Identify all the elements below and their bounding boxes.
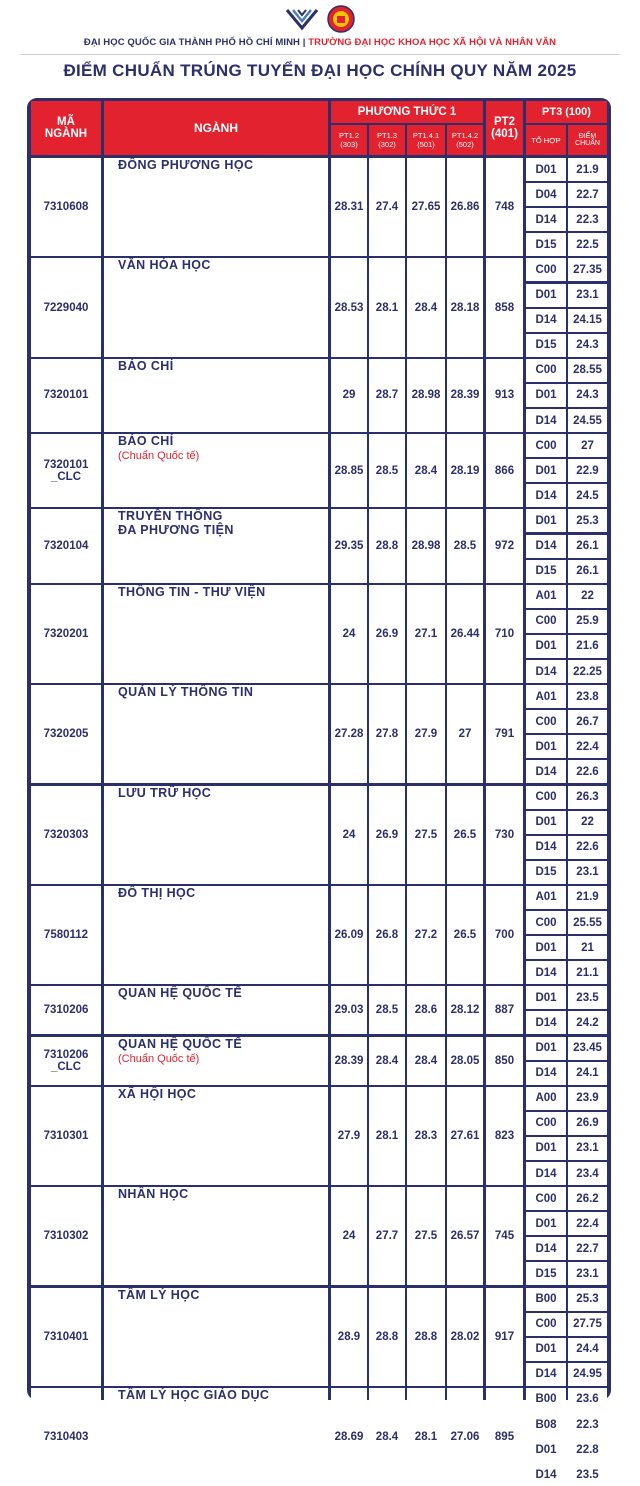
pt3-score: 22 xyxy=(568,585,607,608)
major-code: 7310302 xyxy=(43,1230,89,1243)
pt3-combo: D01 xyxy=(526,1037,566,1060)
pt3-combo: D15 xyxy=(526,861,566,884)
pt1-score-1: 29 xyxy=(331,359,367,432)
major-code-cell xyxy=(31,1087,101,1185)
pt3-combo: B00 xyxy=(526,1288,566,1311)
header-pt1-sub-1-label: PT1.2 xyxy=(338,131,359,140)
pt3-score: 23.4 xyxy=(568,1162,607,1185)
pt1-score-3: 28.8 xyxy=(407,1288,445,1386)
major-name: TRUYỀN THÔNG xyxy=(118,509,223,524)
pt2-score: 710 xyxy=(486,585,523,683)
pt3-combo: D15 xyxy=(526,233,566,256)
major-code: 7320303 xyxy=(43,828,89,841)
table-header xyxy=(27,98,611,156)
pt3-combo: D14 xyxy=(526,836,566,859)
pt1-score-2: 26.9 xyxy=(369,786,405,884)
header-pt3-score-line2: CHUẨN xyxy=(575,140,600,147)
major-code-cell xyxy=(31,509,101,582)
pt3-combo: D14 xyxy=(526,1062,566,1085)
pt3-combo: D14 xyxy=(526,409,566,432)
pt1-score-1: 29.03 xyxy=(331,986,367,1034)
pt3-combo: A01 xyxy=(526,886,566,909)
pt3-score: 24.3 xyxy=(568,384,607,407)
pt3-combo: D01 xyxy=(526,1212,566,1235)
pt1-score-4: 27.61 xyxy=(447,1087,483,1185)
pt2-score: 745 xyxy=(486,1187,523,1285)
pt1-score-4: 28.12 xyxy=(447,986,483,1034)
pt3-combo: D01 xyxy=(526,284,566,307)
pt1-score-3: 27.2 xyxy=(407,886,445,984)
major-code: 7320201 xyxy=(43,627,89,640)
pt3-score: 25.3 xyxy=(568,1288,607,1311)
pt3-combo: C00 xyxy=(526,1187,566,1210)
pt3-score: 23.6 xyxy=(568,1388,607,1411)
pt1-score-2: 28.5 xyxy=(369,434,405,507)
major-name: VĂN HÓA HỌC xyxy=(118,258,211,273)
major-code: 7310206 xyxy=(43,1004,89,1017)
pt3-score: 26.9 xyxy=(568,1112,607,1135)
major-code-cell xyxy=(31,685,101,783)
page-header xyxy=(0,0,640,95)
pt3-score: 27.35 xyxy=(568,258,607,281)
pt3-combo: C00 xyxy=(526,359,566,382)
pt3-score: 23.1 xyxy=(568,1137,607,1160)
university-name: ĐẠI HỌC QUỐC GIA THÀNH PHỐ HỒ CHÍ MINH xyxy=(83,37,301,48)
pt1-score-1: 28.85 xyxy=(331,434,367,507)
pt1-score-4: 28.19 xyxy=(447,434,483,507)
header-pt1-sub-2-code: (302) xyxy=(378,140,396,149)
major-code: 7310608 xyxy=(43,201,89,214)
pt1-score-4: 28.05 xyxy=(447,1037,483,1085)
major-name: THÔNG TIN - THƯ VIỆN xyxy=(118,584,266,599)
pt3-score: 28.55 xyxy=(568,359,607,382)
pt1-score-3: 28.4 xyxy=(407,1037,445,1085)
pt3-combo: D14 xyxy=(526,1162,566,1185)
pt3-combo: D15 xyxy=(526,1262,566,1285)
pt3-score: 24.1 xyxy=(568,1062,607,1085)
pt1-score-2: 28.4 xyxy=(369,1037,405,1085)
pt3-combo: A01 xyxy=(526,585,566,608)
pt3-combo: C00 xyxy=(526,1112,566,1135)
major-code: 7320101 xyxy=(43,389,89,402)
major-code: 7310301 xyxy=(43,1129,89,1142)
pt3-combo: C00 xyxy=(526,786,566,809)
header-pt2 xyxy=(486,101,523,155)
pt1-score-4: 26.44 xyxy=(447,585,483,683)
pt3-combo: D04 xyxy=(526,183,566,206)
pt1-score-1: 26.09 xyxy=(331,886,367,984)
pt3-combo: D15 xyxy=(526,334,566,357)
pt3-combo: D01 xyxy=(526,1137,566,1160)
pt3-combo: D14 xyxy=(526,1237,566,1260)
pt1-score-1: 28.31 xyxy=(331,158,367,256)
pt2-score: 791 xyxy=(486,685,523,783)
pt3-combo: D01 xyxy=(526,1438,566,1461)
pt1-score-2: 28.8 xyxy=(369,509,405,582)
major-name: QUẢN LÝ THÔNG TIN xyxy=(118,685,254,700)
major-code: 7310403 xyxy=(43,1431,89,1444)
header-pt2-label: PT2 xyxy=(493,116,516,128)
pt2-score: 748 xyxy=(486,158,523,256)
university-separator: | xyxy=(302,37,306,48)
university-line xyxy=(0,37,640,48)
major-name: NHÂN HỌC xyxy=(118,1187,189,1202)
major-name: ĐÔNG PHƯƠNG HỌC xyxy=(118,158,254,172)
header-pt1-sub-4-code: (502) xyxy=(456,140,474,149)
pt3-score: 24.95 xyxy=(568,1363,607,1386)
pt1-score-4: 28.39 xyxy=(447,359,483,432)
major-name: TÂM LÝ HỌC xyxy=(118,1287,200,1302)
header-pt1-sub-2-label: PT1.3 xyxy=(376,131,397,140)
header-code-line2: NGÀNH xyxy=(44,128,88,140)
pt1-score-1: 28.53 xyxy=(331,258,367,356)
pt3-score: 27.75 xyxy=(568,1313,607,1336)
major-name-cell xyxy=(104,1037,328,1085)
pt3-score: 24.55 xyxy=(568,409,607,432)
pt1-score-1: 29.35 xyxy=(331,509,367,582)
major-code-cell xyxy=(31,786,101,884)
pt3-combo: D14 xyxy=(526,1363,566,1386)
pt2-score: 730 xyxy=(486,786,523,884)
pt3-score: 27 xyxy=(568,434,607,457)
major-code-cell xyxy=(31,434,101,507)
pt1-score-3: 28.4 xyxy=(407,258,445,356)
pt1-score-2: 26.8 xyxy=(369,886,405,984)
pt1-score-4: 26.5 xyxy=(447,886,483,984)
pt1-score-2: 28.5 xyxy=(369,986,405,1034)
header-pt3-score-line1: ĐIỂM xyxy=(578,133,597,140)
pt1-score-3: 28.6 xyxy=(407,986,445,1034)
pt3-score: 26.7 xyxy=(568,710,607,733)
pt3-score: 22.25 xyxy=(568,660,607,683)
pt3-combo: D01 xyxy=(526,509,566,532)
header-pt2-code: (401) xyxy=(491,128,518,140)
major-code-cell xyxy=(31,258,101,356)
header-pt1-sub-3-code: (501) xyxy=(417,140,435,149)
major-code: 7320101 xyxy=(43,458,89,471)
pt1-score-4: 28.02 xyxy=(447,1288,483,1386)
header-pt1-sub-3-label: PT1.4.1 xyxy=(412,131,440,140)
pt3-combo: D14 xyxy=(526,208,566,231)
pt3-score: 22.5 xyxy=(568,233,607,256)
pt1-score-2: 26.9 xyxy=(369,585,405,683)
pt3-score: 22.7 xyxy=(568,183,607,206)
pt1-score-1: 28.69 xyxy=(331,1388,367,1486)
pt3-combo: D01 xyxy=(526,635,566,658)
pt2-score: 972 xyxy=(486,509,523,582)
pt2-score: 823 xyxy=(486,1087,523,1185)
major-name-cell xyxy=(104,685,328,783)
header-code-line1: MÃ xyxy=(57,116,75,128)
pt1-score-2: 27.8 xyxy=(369,685,405,783)
major-name-cell xyxy=(104,886,328,984)
pt1-score-2: 28.7 xyxy=(369,359,405,432)
pt1-score-4: 27.06 xyxy=(447,1388,483,1486)
pt3-score: 22.4 xyxy=(568,735,607,758)
major-code-suffix: _CLC xyxy=(50,1060,82,1073)
major-code-cell xyxy=(31,1187,101,1285)
header-pt3: PT3 (100) xyxy=(526,101,607,123)
major-code-cell xyxy=(31,1037,101,1085)
pt3-combo: B00 xyxy=(526,1388,566,1411)
major-code: 7310206 xyxy=(43,1048,89,1061)
major-name-cell xyxy=(104,1388,328,1486)
pt1-score-3: 27.1 xyxy=(407,585,445,683)
major-code-cell xyxy=(31,158,101,256)
pt3-combo: D14 xyxy=(526,660,566,683)
pt3-combo: C00 xyxy=(526,710,566,733)
major-code-cell xyxy=(31,359,101,432)
pt3-score: 23.45 xyxy=(568,1037,607,1060)
pt1-score-4: 28.5 xyxy=(447,509,483,582)
major-name-cell xyxy=(104,786,328,884)
major-name-cell xyxy=(104,158,328,256)
major-code-cell xyxy=(31,1288,101,1386)
pt1-score-2: 28.4 xyxy=(369,1388,405,1486)
header-pt1-sub-4 xyxy=(447,125,483,155)
pt3-score: 21.6 xyxy=(568,635,607,658)
pt1-score-1: 24 xyxy=(331,585,367,683)
pt3-score: 25.9 xyxy=(568,610,607,633)
pt2-score: 913 xyxy=(486,359,523,432)
major-name: BÁO CHÍ xyxy=(118,434,174,449)
pt3-combo: D01 xyxy=(526,811,566,834)
pt3-combo: A01 xyxy=(526,685,566,708)
major-code-cell xyxy=(31,986,101,1034)
pt3-score: 26.3 xyxy=(568,786,607,809)
major-name-cell xyxy=(104,1187,328,1285)
pt2-score: 866 xyxy=(486,434,523,507)
pt1-score-1: 27.28 xyxy=(331,685,367,783)
pt1-score-2: 27.7 xyxy=(369,1187,405,1285)
pt3-score: 21 xyxy=(568,936,607,959)
pt1-score-2: 28.1 xyxy=(369,1087,405,1185)
major-name: XÃ HỘI HỌC xyxy=(118,1086,197,1101)
page-title: ĐIỂM CHUẨN TRÚNG TUYỂN ĐẠI HỌC CHÍNH QUY NĂM 2025 xyxy=(63,61,577,80)
pt3-score: 21.9 xyxy=(568,886,607,909)
pt1-score-1: 27.9 xyxy=(331,1087,367,1185)
pt1-score-3: 28.98 xyxy=(407,509,445,582)
major-name-cell xyxy=(104,1288,328,1386)
pt3-combo: C00 xyxy=(526,434,566,457)
major-name-cell xyxy=(104,258,328,356)
major-code-suffix: _CLC xyxy=(50,470,82,483)
pt3-score: 24.4 xyxy=(568,1338,607,1361)
pt3-score: 22.6 xyxy=(568,836,607,859)
pt3-score: 23.1 xyxy=(568,284,607,307)
major-name: TÂM LÝ HỌC GIÁO DỤC xyxy=(118,1387,270,1402)
pt3-combo: D01 xyxy=(526,735,566,758)
major-name-note: (Chuẩn Quốc tế) xyxy=(118,450,200,463)
header-pt1: PHƯƠNG THỨC 1 xyxy=(331,101,483,123)
pt1-score-3: 28.3 xyxy=(407,1087,445,1185)
pt3-combo: D01 xyxy=(526,459,566,482)
pt3-combo: D01 xyxy=(526,158,566,181)
pt3-combo: C00 xyxy=(526,911,566,934)
header-pt1-sub-1 xyxy=(331,125,367,155)
major-code-cell xyxy=(31,585,101,683)
pt3-combo: A00 xyxy=(526,1087,566,1110)
pt3-score: 23.1 xyxy=(568,1262,607,1285)
major-code: 7310401 xyxy=(43,1330,89,1343)
pt3-score: 24.3 xyxy=(568,334,607,357)
major-code: 7580112 xyxy=(43,929,89,942)
header-pt1-sub-1-code: (303) xyxy=(340,140,358,149)
pt3-combo: B08 xyxy=(526,1413,566,1436)
pt3-score: 22.4 xyxy=(568,1212,607,1235)
pt3-combo: D14 xyxy=(526,309,566,332)
pt3-score: 22.9 xyxy=(568,459,607,482)
header-pt1-sub-3 xyxy=(407,125,445,155)
pt1-score-4: 27 xyxy=(447,685,483,783)
major-name-cell xyxy=(104,509,328,582)
header-major: NGÀNH xyxy=(104,101,328,155)
header-pt1-sub-2 xyxy=(369,125,405,155)
pt2-score: 858 xyxy=(486,258,523,356)
pt3-combo: C00 xyxy=(526,610,566,633)
header-code xyxy=(31,101,101,155)
pt1-score-2: 27.4 xyxy=(369,158,405,256)
pt3-score: 24.5 xyxy=(568,484,607,507)
header-divider xyxy=(20,54,620,55)
major-name-cell xyxy=(104,1087,328,1185)
pt1-score-2: 28.8 xyxy=(369,1288,405,1386)
pt2-score: 895 xyxy=(486,1388,523,1486)
pt3-combo: C00 xyxy=(526,1313,566,1336)
pt3-score: 23.5 xyxy=(568,986,607,1009)
pt1-score-3: 27.65 xyxy=(407,158,445,256)
pt3-score: 26.2 xyxy=(568,1187,607,1210)
pt3-combo: D14 xyxy=(526,1011,566,1034)
pt3-combo: D01 xyxy=(526,1338,566,1361)
pt1-score-4: 26.57 xyxy=(447,1187,483,1285)
pt1-score-2: 28.1 xyxy=(369,258,405,356)
pt3-score: 21.9 xyxy=(568,158,607,181)
pt3-score: 22 xyxy=(568,811,607,834)
major-name: BÁO CHÍ xyxy=(118,358,174,373)
pt3-combo: D14 xyxy=(526,760,566,783)
major-name: LƯU TRỮ HỌC xyxy=(118,785,212,800)
major-name-cell xyxy=(104,434,328,507)
major-code-cell xyxy=(31,886,101,984)
pt1-score-1: 24 xyxy=(331,1187,367,1285)
pt3-score: 24.2 xyxy=(568,1011,607,1034)
pt3-combo: D01 xyxy=(526,384,566,407)
major-name: QUAN HỆ QUỐC TẾ xyxy=(118,986,243,1001)
major-code-cell xyxy=(31,1388,101,1486)
header-pt1-sub-4-label: PT1.4.2 xyxy=(451,131,479,140)
pt3-combo: D01 xyxy=(526,936,566,959)
pt3-combo: C00 xyxy=(526,258,566,281)
pt3-score: 23.9 xyxy=(568,1087,607,1110)
pt2-score: 917 xyxy=(486,1288,523,1386)
pt3-score: 21.1 xyxy=(568,961,607,984)
major-code: 7229040 xyxy=(43,301,89,314)
pt1-score-1: 24 xyxy=(331,786,367,884)
pt2-score: 850 xyxy=(486,1037,523,1085)
major-name-cell xyxy=(104,986,328,1034)
major-name-note: (Chuẩn Quốc tế) xyxy=(118,1052,200,1065)
pt3-score: 22.7 xyxy=(568,1237,607,1260)
major-code: 7320205 xyxy=(43,728,89,741)
ussh-seal-icon xyxy=(327,5,355,33)
pt3-score: 22.8 xyxy=(568,1438,607,1461)
pt3-combo: D01 xyxy=(526,986,566,1009)
pt3-score: 25.3 xyxy=(568,509,607,532)
pt3-score: 26.1 xyxy=(568,535,607,558)
pt3-score: 22.3 xyxy=(568,208,607,231)
pt3-combo: D14 xyxy=(526,535,566,558)
pt3-combo: D14 xyxy=(526,484,566,507)
logo-group xyxy=(0,0,640,34)
pt1-score-3: 27.5 xyxy=(407,786,445,884)
school-name: TRƯỜNG ĐẠI HỌC KHOA HỌC XÃ HỘI VÀ NHÂN VĂN xyxy=(308,37,557,48)
pt1-score-1: 28.39 xyxy=(331,1037,367,1085)
pt1-score-3: 27.9 xyxy=(407,685,445,783)
pt3-combo: D14 xyxy=(526,1463,566,1486)
pt3-combo: D15 xyxy=(526,560,566,583)
pt3-score: 22.3 xyxy=(568,1413,607,1436)
major-name: QUAN HỆ QUỐC TẾ xyxy=(118,1036,243,1051)
pt1-score-3: 27.5 xyxy=(407,1187,445,1285)
pt1-score-4: 26.86 xyxy=(447,158,483,256)
pt1-score-4: 28.18 xyxy=(447,258,483,356)
pt3-score: 22.6 xyxy=(568,760,607,783)
pt3-score: 23.5 xyxy=(568,1463,607,1486)
header-pt3-score xyxy=(568,125,607,155)
pt3-score: 24.15 xyxy=(568,309,607,332)
pt1-score-3: 28.4 xyxy=(407,434,445,507)
pt1-score-3: 28.1 xyxy=(407,1388,445,1486)
pt1-score-3: 28.98 xyxy=(407,359,445,432)
score-table xyxy=(27,98,611,1481)
pt2-score: 887 xyxy=(486,986,523,1034)
major-name-cell xyxy=(104,359,328,432)
major-code: 7320104 xyxy=(43,540,89,553)
pt1-score-1: 28.9 xyxy=(331,1288,367,1386)
pt3-score: 26.1 xyxy=(568,560,607,583)
pt1-score-4: 26.5 xyxy=(447,786,483,884)
header-pt3-combo: TỔ HỢP xyxy=(526,125,566,155)
pt3-score: 23.1 xyxy=(568,861,607,884)
pt3-combo: D14 xyxy=(526,961,566,984)
vnu-logo-icon xyxy=(285,7,319,31)
pt3-score: 23.8 xyxy=(568,685,607,708)
major-name: ĐÔ THỊ HỌC xyxy=(118,885,196,900)
major-name-cell xyxy=(104,585,328,683)
major-name-line2: ĐA PHƯƠNG TIỆN xyxy=(118,523,234,538)
pt2-score: 700 xyxy=(486,886,523,984)
pt3-score: 25.55 xyxy=(568,911,607,934)
